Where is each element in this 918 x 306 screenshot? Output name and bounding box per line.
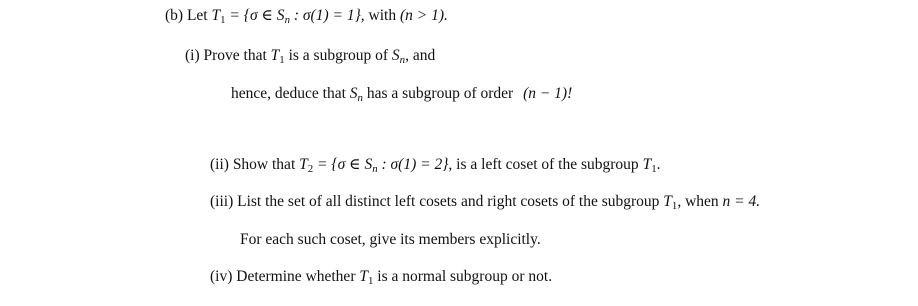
part-i-line-2 bbox=[231, 85, 573, 105]
t1-subscript: 1 bbox=[279, 54, 285, 67]
deduce-text: hence, deduce that bbox=[231, 85, 346, 102]
t1-symbol: T bbox=[270, 47, 280, 64]
part-i-label: (i) bbox=[185, 47, 200, 64]
part-iv-line bbox=[210, 268, 553, 288]
t1-symbol: T bbox=[211, 7, 221, 24]
part-ii-line bbox=[210, 156, 661, 176]
order-text: has a subgroup of order bbox=[366, 85, 514, 102]
period: . bbox=[656, 156, 661, 173]
part-iii-label: (iii) bbox=[210, 193, 234, 210]
part-i-line-1 bbox=[185, 47, 436, 67]
question-b-line bbox=[165, 7, 448, 27]
n-condition: (n > 1). bbox=[399, 7, 448, 24]
t1-subscript: 1 bbox=[651, 163, 657, 176]
set-definition: = {σ ∈ S bbox=[225, 7, 285, 24]
sn-symbol: S bbox=[349, 85, 358, 102]
normal-text: is a normal subgroup or not. bbox=[377, 268, 553, 285]
sn-subscript: n bbox=[357, 92, 363, 105]
sn-subscript: n bbox=[399, 54, 406, 67]
set-condition: : σ(1) = 1}, bbox=[289, 7, 365, 24]
part-ii-label: (ii) bbox=[210, 156, 229, 173]
let-text: Let bbox=[186, 7, 208, 24]
sn-subscript: n bbox=[284, 14, 290, 27]
t1-subscript: 1 bbox=[671, 200, 678, 213]
and-text: , and bbox=[405, 47, 436, 64]
show-text: Show that bbox=[232, 156, 296, 173]
part-iii-line-1 bbox=[210, 193, 761, 213]
order-value: (n − 1)! bbox=[523, 85, 573, 102]
part-iv-label: (iv) bbox=[210, 268, 233, 285]
t2-subscript: 2 bbox=[307, 163, 314, 176]
t2-symbol: T bbox=[299, 156, 308, 173]
list-text: List the set of all distinct left cosets and right cosets of the subgroup bbox=[237, 193, 660, 210]
prove-text: Prove that bbox=[203, 47, 267, 64]
t1-subscript: 1 bbox=[220, 14, 226, 27]
with-text: with bbox=[368, 7, 397, 24]
sn-subscript: n bbox=[372, 163, 378, 176]
coset-text: is a left coset of the subgroup bbox=[456, 156, 639, 173]
set-definition: = {σ ∈ S bbox=[313, 156, 373, 173]
t1-symbol: T bbox=[663, 193, 672, 210]
subgroup-text: is a subgroup of bbox=[288, 47, 389, 64]
t1-symbol: T bbox=[359, 268, 368, 285]
set-condition: : σ(1) = 2}, bbox=[377, 156, 453, 173]
sn-symbol: S bbox=[391, 47, 400, 64]
t1-symbol: T bbox=[642, 156, 652, 173]
when-text: , when bbox=[677, 193, 719, 210]
part-iii-line-2 bbox=[240, 232, 541, 248]
t1-subscript: 1 bbox=[367, 275, 374, 288]
question-b-label: (b) bbox=[165, 7, 184, 24]
n-equals: n = 4. bbox=[722, 193, 761, 210]
members-text: For each such coset, give its members explicitly. bbox=[240, 231, 541, 248]
determine-text: Determine whether bbox=[236, 268, 356, 285]
